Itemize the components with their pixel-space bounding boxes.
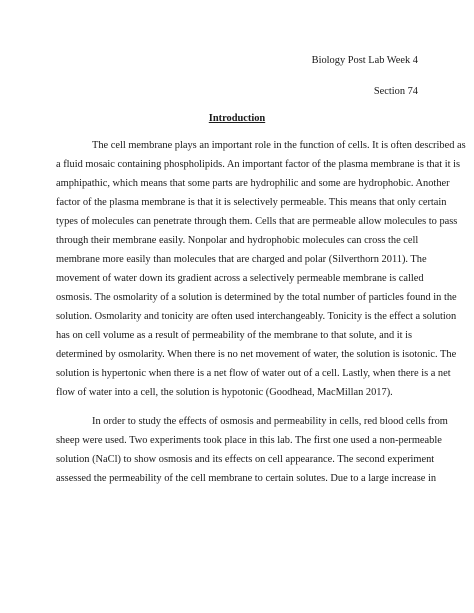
paragraph-line: factor of the plasma membrane is that it is selectively permeable. This means that only certain [56,197,447,208]
paragraph-line: membrane more easily than molecules that are charged and polar (Silverthorn 2011). The [56,254,427,265]
paragraph-line: The cell membrane plays an important role in the function of cells. It is often described as [92,140,466,151]
paragraph-line: types of molecules can penetrate through them. Cells that are permeable allow molecules to pass [56,216,458,227]
paragraph-line: determined by osmolarity. When there is no net movement of water, the solution is isotonic. The [56,349,457,360]
paragraph-line: osmosis. The osmolarity of a solution is determined by the total number of particles found in the [56,292,457,303]
paragraph-line: through their membrane easily. Nonpolar and hydrophobic molecules can cross the cell [56,235,419,246]
paragraph-line: solution (NaCl) to show osmosis and its effects on cell appearance. The second experiment [56,454,435,465]
section-title: Introduction [208,113,266,124]
paragraph-line: a fluid mosaic containing phospholipids. An important factor of the plasma membrane is that it is [56,159,461,170]
paragraph-line: flow of water into a cell, the solution is hypotonic (Goodhead, MacMillan 2017). [56,387,393,398]
header-course: Biology Post Lab Week 4 [311,55,418,66]
paragraph-line: solution is hypertonic when there is a net flow of water out of a cell. Lastly, when there is a net [56,368,451,379]
paragraph-line: has on cell volume as a result of permeability of the membrane to that solute, and it is [56,330,413,341]
paragraph-line: solution. Osmolarity and tonicity are often used interchangeably. Tonicity is the effect a solution [56,311,457,322]
paragraph-line: movement of water down its gradient across a selectively permeable membrane is called [56,273,424,284]
paragraph-line: assessed the permeability of the cell membrane to certain solutes. Due to a large increase in [56,473,437,484]
paragraph-line: In order to study the effects of osmosis and permeability in cells, red blood cells from [92,416,448,427]
paragraph-line: sheep were used. Two experiments took place in this lab. The first one used a non-permeable [56,435,442,446]
paragraph-line: amphipathic, which means that some parts are hydrophilic and some are hydrophobic. Another [56,178,450,189]
header-section: Section 74 [373,86,418,97]
